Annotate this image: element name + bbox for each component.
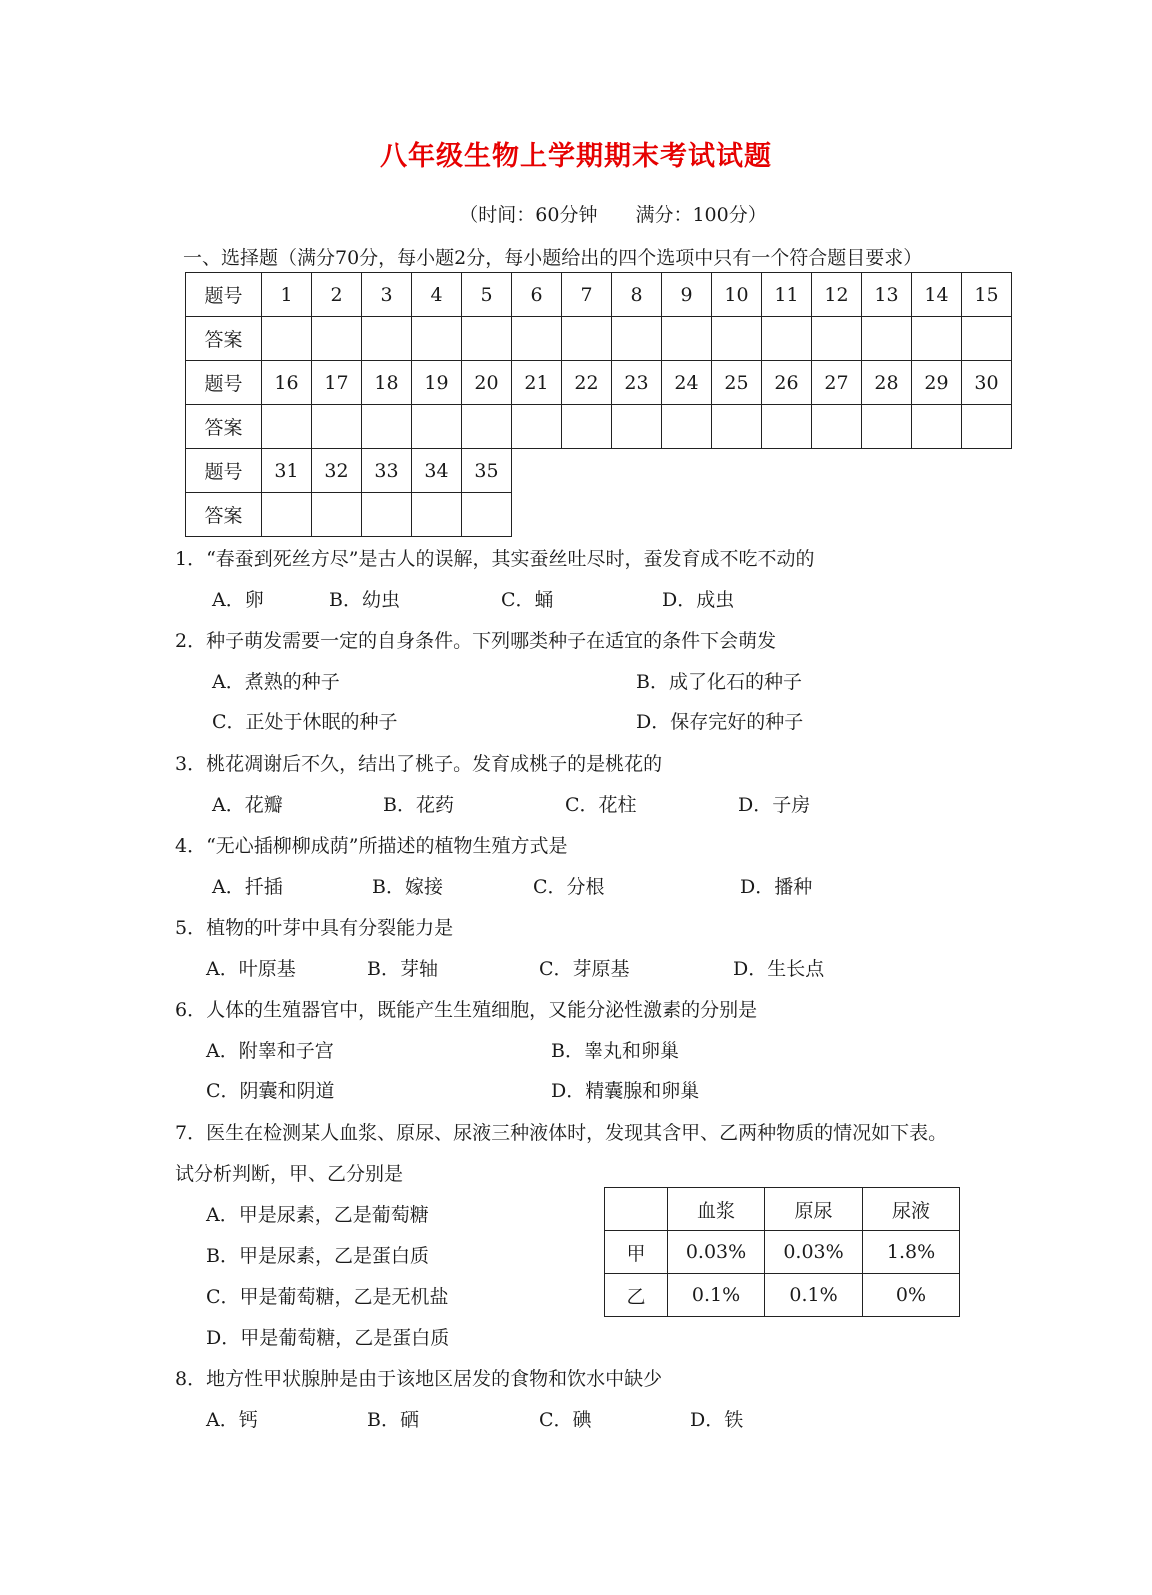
- empty-cell: [862, 449, 912, 493]
- answer-cell[interactable]: [662, 317, 712, 361]
- question-number-cell: 26: [762, 361, 812, 405]
- question-8-option-d: D．铁: [690, 1409, 744, 1431]
- empty-cell: [912, 449, 962, 493]
- section-heading: 一、选择题（满分70分，每小题2分，每小题给出的四个选项中只有一个符合题目要求）: [183, 247, 923, 269]
- question-3-option-b: B．花药: [383, 794, 454, 816]
- number-row: [186, 361, 1012, 405]
- question-8-option-b: B．硒: [367, 1409, 419, 1431]
- question-6-option-a: A．附睾和子宫: [206, 1040, 334, 1062]
- answer-cell[interactable]: [312, 317, 362, 361]
- question-1-option-d: D．成虫: [662, 589, 735, 611]
- answer-cell[interactable]: [412, 317, 462, 361]
- table-header-cell: 尿液: [863, 1188, 960, 1231]
- question-7-stem: 7．医生在检测某人血浆、原尿、尿液三种液体时，发现其含甲、乙两种物质的情况如下表。: [175, 1122, 948, 1144]
- answer-cell[interactable]: [962, 405, 1012, 449]
- question-5-option-d: D．生长点: [733, 958, 825, 980]
- table-header-cell: 血浆: [668, 1188, 765, 1231]
- question-number-cell: 13: [862, 273, 912, 317]
- question-number-cell: 2: [312, 273, 362, 317]
- answer-cell[interactable]: [362, 493, 412, 537]
- answer-cell[interactable]: [712, 405, 762, 449]
- question-6-option-d: D．精囊腺和卵巢: [551, 1080, 700, 1102]
- question-4-option-d: D．播种: [740, 876, 813, 898]
- question-5-option-c: C．芽原基: [539, 958, 630, 980]
- empty-cell: [962, 493, 1012, 537]
- question-8-option-c: C．碘: [539, 1409, 592, 1431]
- answer-cell[interactable]: [862, 405, 912, 449]
- answer-cell[interactable]: [462, 405, 512, 449]
- table-cell: 1.8%: [863, 1231, 960, 1274]
- question-number-cell: 12: [812, 273, 862, 317]
- answer-label: 答案: [186, 493, 262, 537]
- table-cell: 0.1%: [668, 1274, 765, 1317]
- question-4-option-a: A．扦插: [212, 876, 283, 898]
- question-8-option-a: A．钙: [206, 1409, 258, 1431]
- question-5-option-b: B．芽轴: [367, 958, 438, 980]
- question-number-cell: 11: [762, 273, 812, 317]
- question-7-option-d: D．甲是葡萄糖，乙是蛋白质: [206, 1327, 450, 1349]
- table-row-label: 甲: [605, 1231, 668, 1274]
- question-3-stem: 3．桃花凋谢后不久，结出了桃子。发育成桃子的是桃花的: [175, 753, 663, 775]
- question-number-cell: 21: [512, 361, 562, 405]
- answer-row: [186, 317, 1012, 361]
- table-row-label: 乙: [605, 1274, 668, 1317]
- question-3-option-d: D．子房: [738, 794, 811, 816]
- question-4-option-b: B．嫁接: [372, 876, 443, 898]
- answer-cell[interactable]: [512, 405, 562, 449]
- page-title: 八年级生物上学期期末考试试题: [380, 141, 772, 172]
- answer-cell[interactable]: [262, 493, 312, 537]
- answer-cell[interactable]: [612, 317, 662, 361]
- table-cell: 0.1%: [765, 1274, 863, 1317]
- number-row: [186, 449, 1012, 493]
- answer-cell[interactable]: [562, 405, 612, 449]
- empty-cell: [712, 493, 762, 537]
- empty-cell: [762, 493, 812, 537]
- table-cell: 0%: [863, 1274, 960, 1317]
- answer-cell[interactable]: [262, 405, 312, 449]
- answer-cell[interactable]: [712, 317, 762, 361]
- question-7-data-table: [604, 1187, 960, 1317]
- question-2-option-c: C．正处于休眠的种子: [212, 711, 398, 733]
- question-number-label: 题号: [186, 273, 262, 317]
- question-1-stem: 1．“春蚕到死丝方尽”是古人的误解，其实蚕丝吐尽时，蚕发育成不吃不动的: [175, 548, 815, 570]
- question-number-cell: 31: [262, 449, 312, 493]
- table-header-cell: 原尿: [765, 1188, 863, 1231]
- empty-cell: [712, 449, 762, 493]
- question-5-stem: 5．植物的叶芽中具有分裂能力是: [175, 917, 454, 939]
- question-number-cell: 14: [912, 273, 962, 317]
- answer-cell[interactable]: [912, 405, 962, 449]
- question-number-cell: 7: [562, 273, 612, 317]
- question-number-cell: 5: [462, 273, 512, 317]
- question-6-option-b: B．睾丸和卵巢: [551, 1040, 679, 1062]
- question-number-cell: 10: [712, 273, 762, 317]
- answer-cell[interactable]: [362, 317, 412, 361]
- table-header-cell: [605, 1188, 668, 1231]
- empty-cell: [862, 493, 912, 537]
- empty-cell: [612, 493, 662, 537]
- answer-label: 答案: [186, 405, 262, 449]
- answer-cell[interactable]: [812, 317, 862, 361]
- empty-cell: [662, 493, 712, 537]
- question-number-cell: 34: [412, 449, 462, 493]
- answer-cell[interactable]: [262, 317, 312, 361]
- question-7-option-b: B．甲是尿素，乙是蛋白质: [206, 1245, 429, 1267]
- question-number-cell: 15: [962, 273, 1012, 317]
- empty-cell: [562, 449, 612, 493]
- question-number-cell: 29: [912, 361, 962, 405]
- table-row: [605, 1274, 960, 1317]
- empty-cell: [512, 449, 562, 493]
- answer-cell[interactable]: [312, 493, 362, 537]
- answer-cell[interactable]: [512, 317, 562, 361]
- empty-cell: [912, 493, 962, 537]
- question-number-cell: 24: [662, 361, 712, 405]
- question-4-option-c: C．分根: [533, 876, 605, 898]
- question-number-label: 题号: [186, 361, 262, 405]
- question-8-stem: 8．地方性甲状腺肿是由于该地区居发的食物和饮水中缺少: [175, 1368, 663, 1390]
- empty-cell: [612, 449, 662, 493]
- question-6-option-c: C．阴囊和阴道: [206, 1080, 335, 1102]
- question-number-cell: 22: [562, 361, 612, 405]
- question-number-cell: 3: [362, 273, 412, 317]
- table-header-row: [605, 1188, 960, 1231]
- question-number-cell: 30: [962, 361, 1012, 405]
- question-4-stem: 4．“无心插柳柳成荫”所描述的植物生殖方式是: [175, 835, 568, 857]
- answer-row: [186, 493, 1012, 537]
- answer-label: 答案: [186, 317, 262, 361]
- question-number-cell: 19: [412, 361, 462, 405]
- question-number-label: 题号: [186, 449, 262, 493]
- question-number-cell: 16: [262, 361, 312, 405]
- answer-row: [186, 405, 1012, 449]
- answer-cell[interactable]: [412, 493, 462, 537]
- answer-cell[interactable]: [762, 317, 812, 361]
- empty-cell: [662, 449, 712, 493]
- question-number-cell: 33: [362, 449, 412, 493]
- empty-cell: [562, 493, 612, 537]
- question-1-option-a: A．卵: [212, 589, 264, 611]
- empty-cell: [812, 493, 862, 537]
- answer-cell[interactable]: [412, 405, 462, 449]
- question-number-cell: 20: [462, 361, 512, 405]
- question-7-option-c: C．甲是葡萄糖，乙是无机盐: [206, 1286, 449, 1308]
- answer-cell[interactable]: [362, 405, 412, 449]
- question-3-option-c: C．花柱: [565, 794, 637, 816]
- answer-cell[interactable]: [462, 317, 512, 361]
- answer-cell[interactable]: [462, 493, 512, 537]
- empty-cell: [812, 449, 862, 493]
- answer-cell[interactable]: [612, 405, 662, 449]
- empty-cell: [762, 449, 812, 493]
- question-1-option-c: C．蛹: [501, 589, 554, 611]
- answer-grid: [185, 272, 1012, 537]
- question-2-stem: 2．种子萌发需要一定的自身条件。下列哪类种子在适宜的条件下会萌发: [175, 630, 777, 652]
- exam-info: （时间：60分钟 满分：100分）: [459, 204, 767, 226]
- answer-cell[interactable]: [912, 317, 962, 361]
- question-2-option-d: D．保存完好的种子: [636, 711, 804, 733]
- question-number-cell: 27: [812, 361, 862, 405]
- question-number-cell: 17: [312, 361, 362, 405]
- question-number-cell: 6: [512, 273, 562, 317]
- question-7-option-a: A．甲是尿素，乙是葡萄糖: [206, 1204, 429, 1226]
- answer-cell[interactable]: [312, 405, 362, 449]
- question-number-cell: 9: [662, 273, 712, 317]
- question-2-option-a: A．煮熟的种子: [212, 671, 340, 693]
- table-row: [605, 1231, 960, 1274]
- question-7-stem-continued: 试分析判断，甲、乙分别是: [175, 1163, 404, 1185]
- answer-cell[interactable]: [962, 317, 1012, 361]
- answer-cell[interactable]: [862, 317, 912, 361]
- question-number-cell: 4: [412, 273, 462, 317]
- question-6-stem: 6．人体的生殖器官中，既能产生生殖细胞，又能分泌性激素的分别是: [175, 999, 758, 1021]
- number-row: [186, 273, 1012, 317]
- question-number-cell: 23: [612, 361, 662, 405]
- answer-cell[interactable]: [812, 405, 862, 449]
- empty-cell: [512, 493, 562, 537]
- empty-cell: [962, 449, 1012, 493]
- question-3-option-a: A．花瓣: [212, 794, 283, 816]
- question-number-cell: 32: [312, 449, 362, 493]
- question-number-cell: 25: [712, 361, 762, 405]
- table-cell: 0.03%: [765, 1231, 863, 1274]
- table-cell: 0.03%: [668, 1231, 765, 1274]
- question-2-option-b: B．成了化石的种子: [636, 671, 802, 693]
- question-number-cell: 18: [362, 361, 412, 405]
- question-number-cell: 8: [612, 273, 662, 317]
- answer-cell[interactable]: [562, 317, 612, 361]
- question-1-option-b: B．幼虫: [329, 589, 400, 611]
- question-number-cell: 35: [462, 449, 512, 493]
- question-number-cell: 1: [262, 273, 312, 317]
- answer-cell[interactable]: [762, 405, 812, 449]
- question-number-cell: 28: [862, 361, 912, 405]
- question-5-option-a: A．叶原基: [206, 958, 296, 980]
- answer-cell[interactable]: [662, 405, 712, 449]
